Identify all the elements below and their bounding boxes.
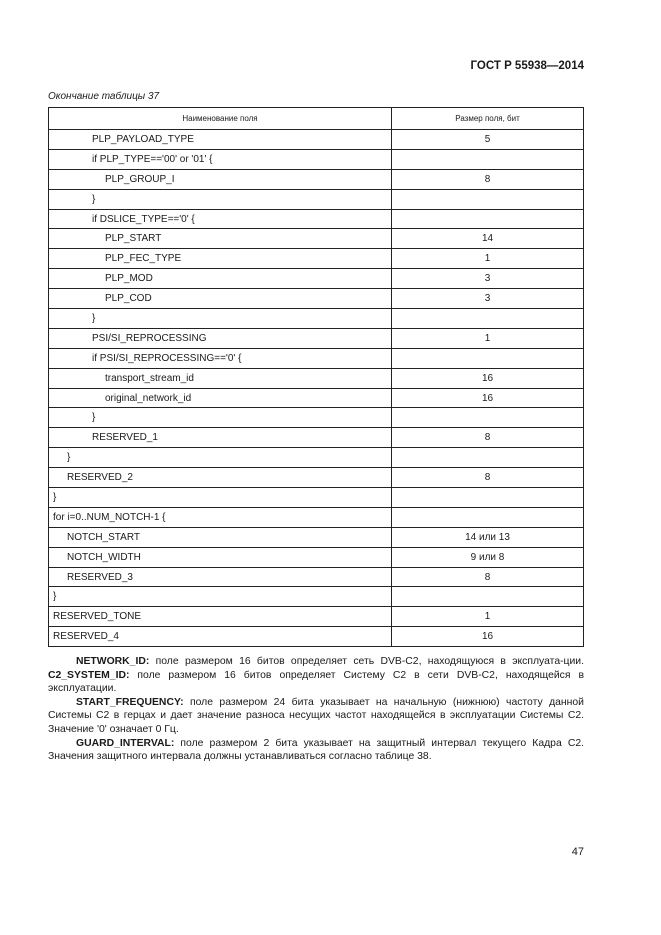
field-name: NOTCH_WIDTH	[49, 547, 392, 567]
table-row	[49, 189, 584, 209]
term-network-id: NETWORK_ID:	[76, 656, 150, 667]
field-size: 14 или 13	[392, 527, 584, 547]
paragraph-start-frequency	[48, 696, 584, 737]
table-row	[49, 607, 584, 627]
body-text	[48, 655, 584, 764]
table-row	[49, 249, 584, 269]
table-row	[49, 209, 584, 229]
table-row	[49, 448, 584, 468]
field-name: RESERVED_1	[49, 428, 392, 448]
field-size: 16	[392, 388, 584, 408]
field-name: original_network_id	[49, 388, 392, 408]
field-size: 8	[392, 169, 584, 189]
text-network-id: поле размером 16 битов определяет сеть DVB-C2, находящуюся в эксплуата-ции.	[149, 656, 584, 667]
field-name: PLP_PAYLOAD_TYPE	[49, 130, 392, 150]
table-row	[49, 488, 584, 508]
field-name: for i=0..NUM_NOTCH-1 {	[49, 507, 392, 527]
column-header-size: Размер поля, бит	[392, 108, 584, 130]
field-name: transport_stream_id	[49, 368, 392, 388]
field-size: 8	[392, 468, 584, 488]
field-table	[48, 107, 584, 647]
field-name: }	[49, 189, 392, 209]
field-size: 16	[392, 368, 584, 388]
table-row	[49, 587, 584, 607]
column-header-name: Наименование поля	[49, 108, 392, 130]
table-header-row	[49, 108, 584, 130]
field-name: }	[49, 488, 392, 508]
field-size	[392, 488, 584, 508]
term-start-frequency: START_FREQUENCY:	[76, 696, 184, 708]
field-size	[392, 448, 584, 468]
table-row	[49, 309, 584, 329]
field-size	[392, 408, 584, 428]
term-c2-system-id: C2_SYSTEM_ID:	[48, 669, 130, 681]
field-size	[392, 149, 584, 169]
field-name: PSI/SI_REPROCESSING	[49, 328, 392, 348]
standard-header: ГОСТ Р 55938—2014	[470, 60, 584, 72]
table-row	[49, 567, 584, 587]
field-name: }	[49, 408, 392, 428]
field-name: RESERVED_TONE	[49, 607, 392, 627]
paragraph-guard-interval	[48, 737, 584, 764]
field-name: if PLP_TYPE=='00' or '01' {	[49, 149, 392, 169]
field-size: 5	[392, 130, 584, 150]
field-size	[392, 189, 584, 209]
page-number: 47	[571, 846, 584, 858]
table-row	[49, 289, 584, 309]
field-size: 3	[392, 289, 584, 309]
field-name: }	[49, 448, 392, 468]
field-size	[392, 507, 584, 527]
field-name: PLP_COD	[49, 289, 392, 309]
table-row	[49, 269, 584, 289]
field-size	[392, 587, 584, 607]
table-row	[49, 547, 584, 567]
table-row	[49, 328, 584, 348]
table-row	[49, 229, 584, 249]
table-row	[49, 388, 584, 408]
table-row	[49, 428, 584, 448]
table-row	[49, 507, 584, 527]
field-name: if DSLICE_TYPE=='0' {	[49, 209, 392, 229]
field-size	[392, 348, 584, 368]
field-size: 14	[392, 229, 584, 249]
text-start-frequency: поле размером 24 бита указывает на начальную (нижнюю) частоту данной Системы С2 в герцах и дает значение разноса несущих частот находящейся в эксплуатации Системы С2. Значение '0' означает 0 Гц.	[48, 696, 584, 735]
field-name: PLP_MOD	[49, 269, 392, 289]
field-name: NOTCH_START	[49, 527, 392, 547]
field-size: 3	[392, 269, 584, 289]
text-c2-system-id: поле размером 16 битов определяет Систему С2 в сети DVB-C2, находящейся в эксплуатации.	[48, 669, 584, 695]
field-size	[392, 309, 584, 329]
field-size: 1	[392, 249, 584, 269]
table-row	[49, 368, 584, 388]
field-name: PLP_FEC_TYPE	[49, 249, 392, 269]
table-row	[49, 169, 584, 189]
table-row	[49, 130, 584, 150]
table-row	[49, 408, 584, 428]
field-size: 16	[392, 627, 584, 647]
table-row	[49, 149, 584, 169]
table-row	[49, 527, 584, 547]
field-size	[392, 209, 584, 229]
table-row	[49, 627, 584, 647]
field-name: RESERVED_4	[49, 627, 392, 647]
table-row	[49, 468, 584, 488]
field-name: PLP_GROUP_I	[49, 169, 392, 189]
field-size: 8	[392, 567, 584, 587]
field-name: RESERVED_2	[49, 468, 392, 488]
field-name: PLP_START	[49, 229, 392, 249]
table-row	[49, 348, 584, 368]
text-guard-interval: поле размером 2 бита указывает на защитный интервал текущего Кадра С2. Значения защитного интервала должны устанавливаться согласно таблице 38.	[48, 737, 584, 763]
field-name: if PSI/SI_REPROCESSING=='0' {	[49, 348, 392, 368]
field-size: 1	[392, 607, 584, 627]
field-size: 8	[392, 428, 584, 448]
field-name: }	[49, 587, 392, 607]
field-size: 1	[392, 328, 584, 348]
field-size: 9 или 8	[392, 547, 584, 567]
field-name: RESERVED_3	[49, 567, 392, 587]
term-guard-interval: GUARD_INTERVAL:	[76, 737, 175, 749]
table-caption: Окончание таблицы 37	[48, 91, 160, 102]
paragraph-network-id	[48, 655, 584, 696]
field-name: }	[49, 309, 392, 329]
